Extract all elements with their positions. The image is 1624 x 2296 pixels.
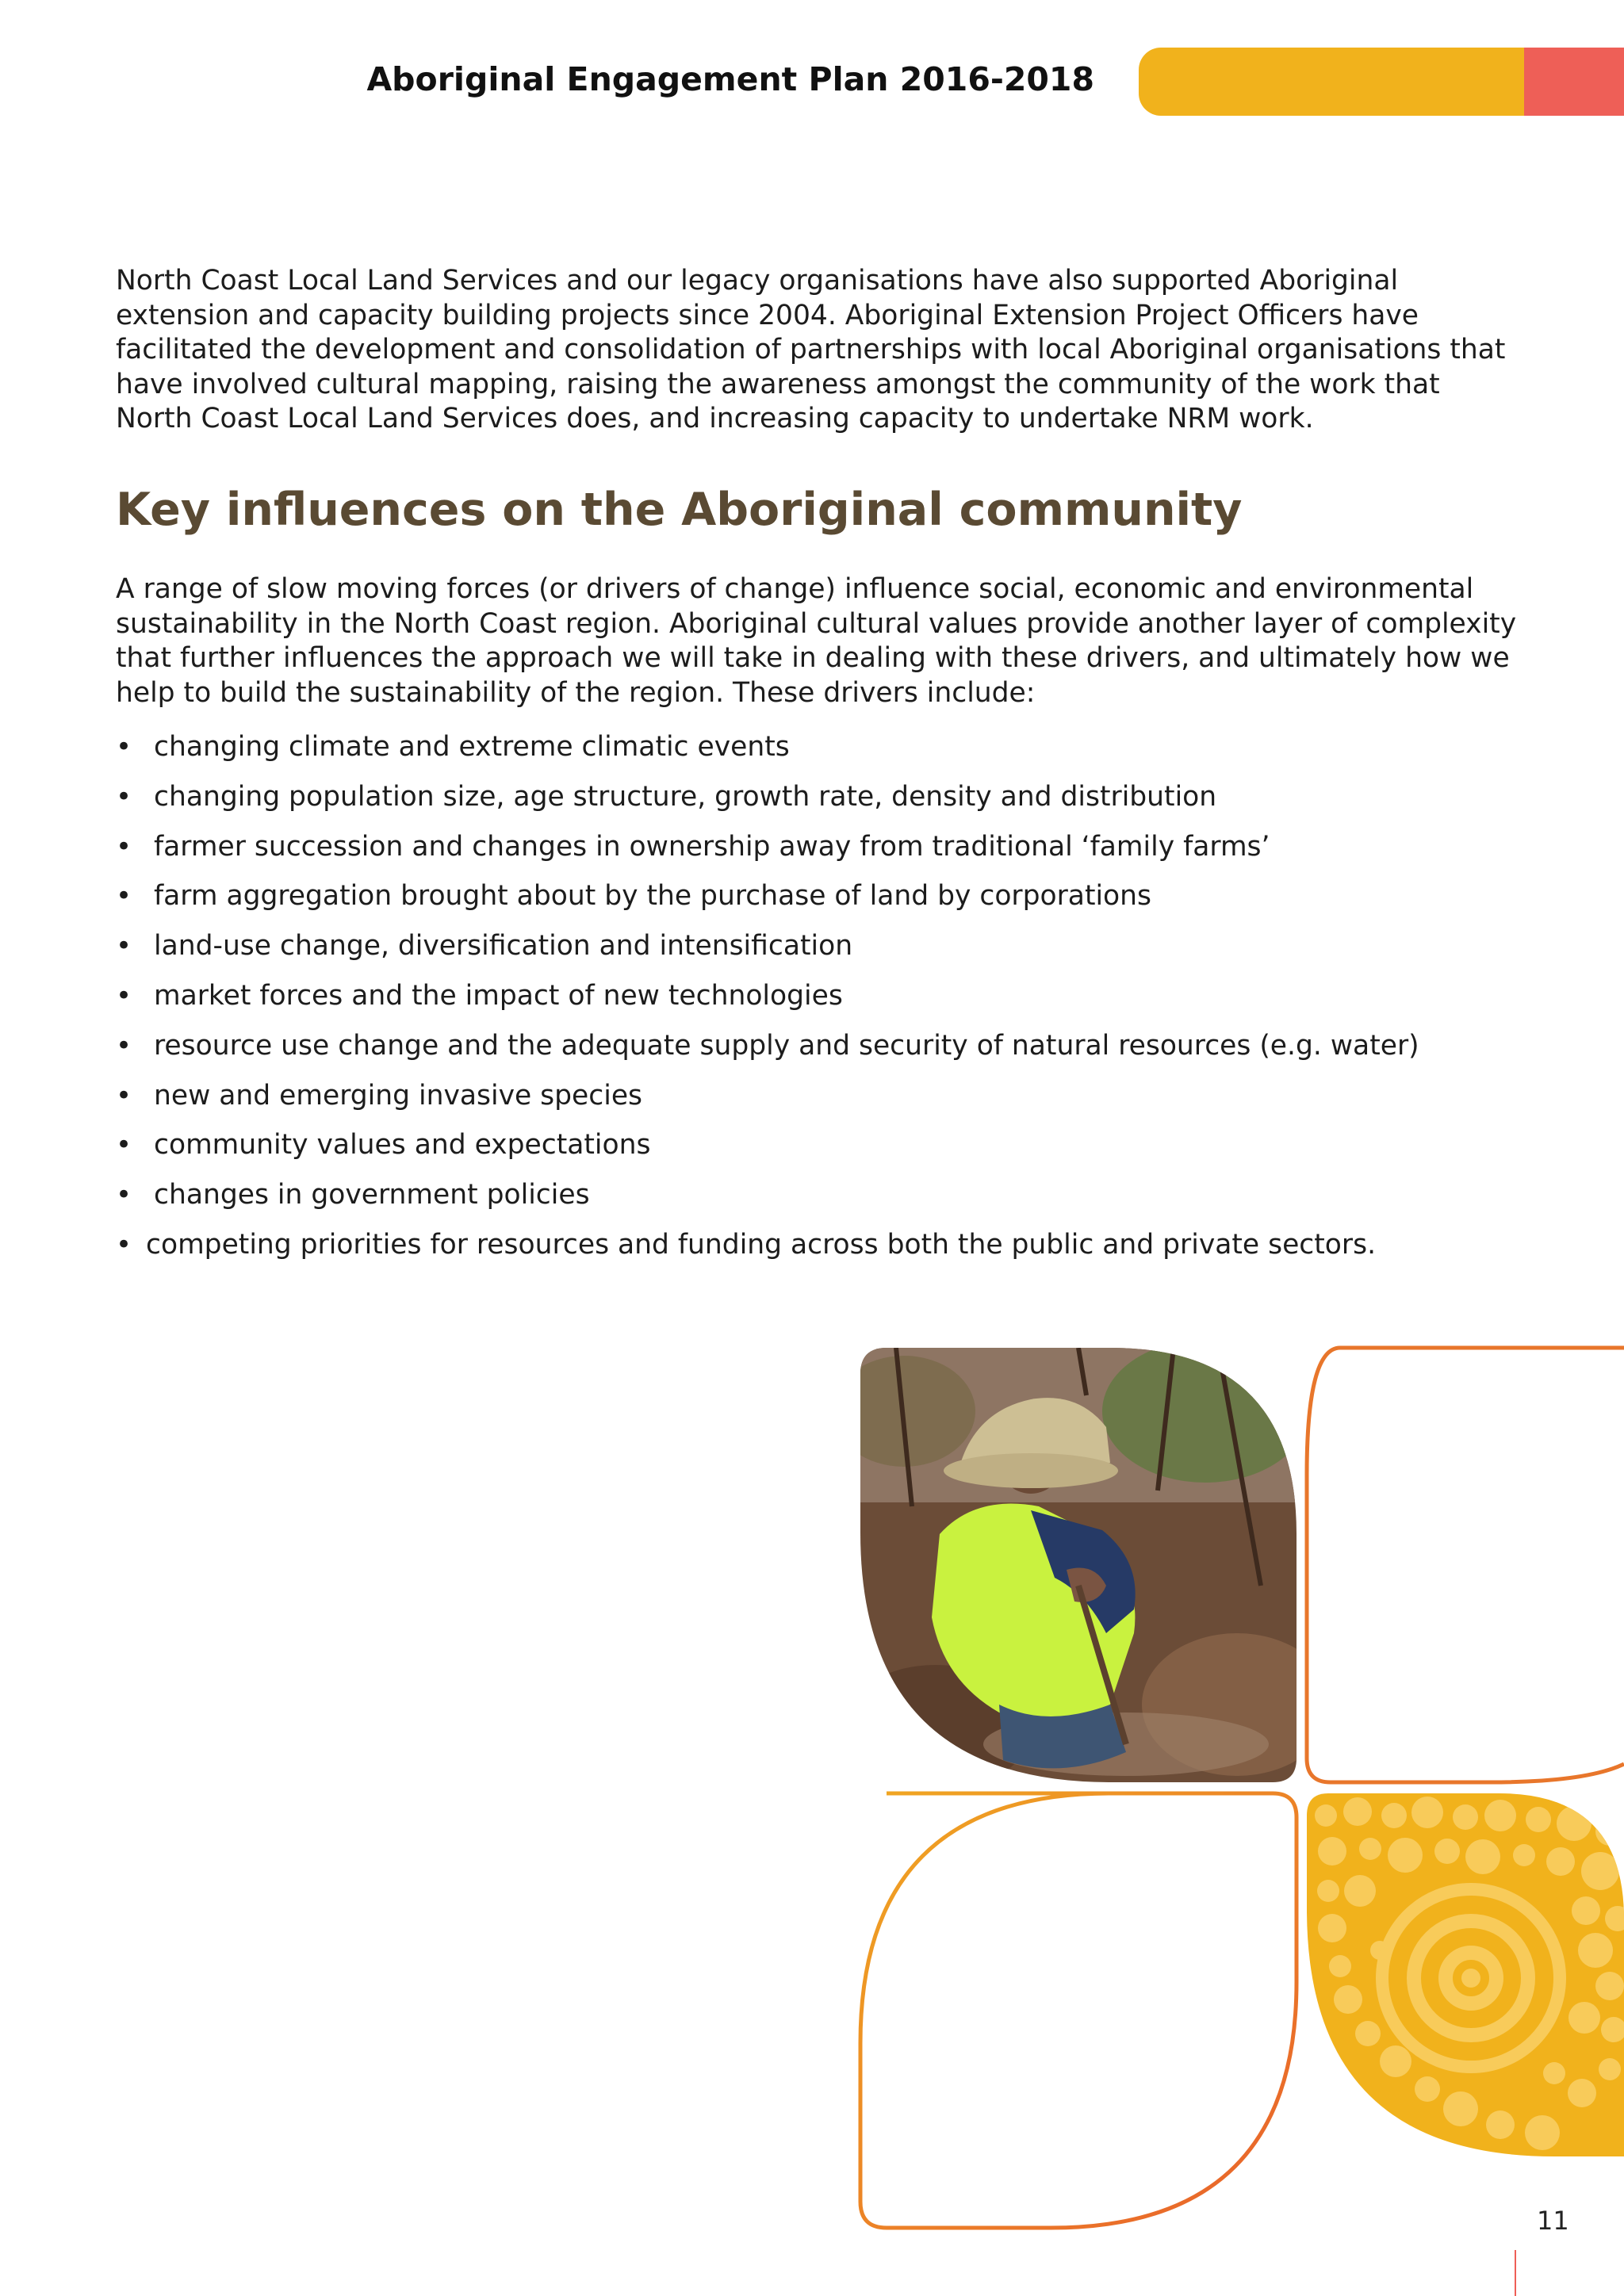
section-heading: Key influences on the Aboriginal community xyxy=(116,484,1243,536)
page-number: 11 xyxy=(1537,2206,1569,2236)
intro-paragraph: North Coast Local Land Services and our legacy organisations have also supported Aboriginal extension and capacity building projects since 2004. Aboriginal Extension Project Officers have facilitated the development and consolidation of partnerships with local Aboriginal organisations that have involved cultural mapping, raising the awareness amongst the community of the work that North Coast Local Land Services does, and increasing capacity to undertake NRM work. xyxy=(116,265,1506,434)
list-item-text: resource use change and the adequate supply and security of natural resources (e.g. water) xyxy=(154,1029,1419,1062)
bullet-icon: • xyxy=(116,1228,132,1261)
bullet-icon: • xyxy=(116,1079,132,1112)
list-item-text: changing population size, age structure, growth rate, density and distribution xyxy=(154,780,1217,813)
bullet-icon: • xyxy=(116,1129,132,1161)
list-item-text: competing priorities for resources and funding across both the public and private sectors. xyxy=(146,1228,1377,1261)
bullet-icon: • xyxy=(116,1179,132,1211)
bullet-icon: • xyxy=(116,880,132,913)
bullet-icon: • xyxy=(116,1029,132,1062)
bullet-icon: • xyxy=(116,830,132,863)
list-item-text: changing climate and extreme climatic events xyxy=(154,731,790,763)
list-item-text: farm aggregation brought about by the purchase of land by corporations xyxy=(154,880,1152,913)
list-item-text: land-use change, diversification and intensification xyxy=(154,930,853,962)
bullet-icon: • xyxy=(116,731,132,763)
list-item-text: community values and expectations xyxy=(154,1129,651,1161)
list-item-text: new and emerging invasive species xyxy=(154,1079,643,1112)
yellow-outline-petal xyxy=(860,1793,1297,2228)
bullet-icon: • xyxy=(116,930,132,962)
section-paragraph: A range of slow moving forces (or drivers of change) influence social, economic and environmental sustainability in the North Coast region. Aboriginal cultural values provide another layer of complexity that further influences the approach we will take in dealing with these drivers, and ultimately how we help to build the sustainability of the region. These drivers include: xyxy=(116,573,1517,709)
dot-pattern-petal xyxy=(1300,1788,1624,2160)
worker-photo xyxy=(833,1340,1332,1792)
list-item-text: market forces and the impact of new technologies xyxy=(154,979,843,1012)
orange-outline-petal xyxy=(1307,1348,1624,1782)
bullet-icon: • xyxy=(116,979,132,1012)
document-title: Aboriginal Engagement Plan 2016-2018 xyxy=(366,60,1094,98)
page-number-divider xyxy=(1515,2250,1516,2296)
list-item-text: farmer succession and changes in ownership away from traditional ‘family farms’ xyxy=(154,830,1270,863)
list-item-text: changes in government policies xyxy=(154,1179,590,1211)
bullet-icon: • xyxy=(116,780,132,813)
